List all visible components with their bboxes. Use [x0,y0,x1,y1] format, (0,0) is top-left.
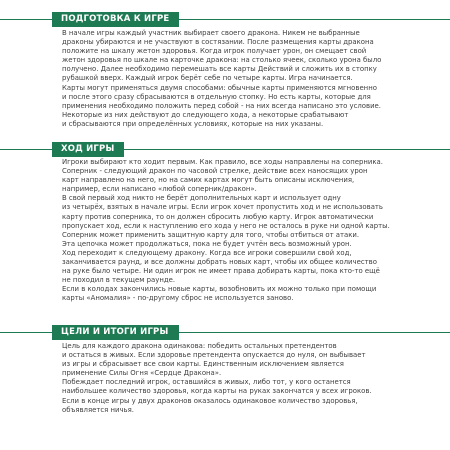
section-title: ХОД ИГРЫ [52,142,124,157]
section-title: ПОДГОТОВКА К ИГРЕ [52,12,179,27]
text-line: объявляется ничья. [62,405,134,414]
text-line: Карты могут применяться двумя способами: обычные карты применяются мгновенно [62,83,377,92]
section-body-gameplay [62,158,392,304]
text-line: применения необходимо положить перед собой - на них всегда написано это условие. [62,101,381,110]
text-line: карту против соперника, то он должен сбросить любую карту. Игрок автоматически [62,212,374,221]
text-line: В свой первый ход никто не берёт дополнительных карт и использует одну [62,194,341,203]
text-line: драконы убираются и не участвуют в состязании. После размещения карты дракона [62,38,374,47]
text-line: Некоторые из них действуют до следующего хода, а некоторые срабатывают [62,110,349,119]
section-gameplay [0,142,450,157]
text-line: из игры и сбрасывает все свои карты. Единственным исключением является [62,360,344,369]
section-header [0,12,450,27]
text-line: Игроки выбирают кто ходит первым. Как правило, все ходы направлены на соперника. [62,158,383,166]
text-line: заканчивается раунд, и все должны добрать новых карт, чтобы их общее количество [62,258,377,267]
text-line: наибольшее количество здоровья, когда карты на руках закончатся у всех игроков. [62,387,372,396]
section-body-goals [62,342,392,415]
text-line: Побеждает последний игрок, оставшийся в живых, либо тот, у кого останется [62,378,351,387]
text-line: и остаться в живых. Если здоровье претендента опускается до нуля, он выбывает [62,351,366,360]
section-header [0,142,450,157]
text-line: и после этого сразу сбрасываются в отдельную стопку. Но есть карты, которые для [62,92,371,101]
text-line: на руке было четыре. Ни один игрок не имеет права добирать карты, пока кто-то ещё [62,267,380,276]
text-line: карты «Аномалия» - по-другому сброс не используется заново. [62,294,294,303]
text-line: например, если написано «любой соперник/дракон». [62,185,257,194]
text-line: из четырёх, взятых в начале игры. Если игрок хочет пропустить ход и не использовать [62,203,383,212]
text-line: Если в конце игры у двух драконов оказалось одинаковое количество здоровья, [62,396,358,405]
text-line: применение Силы Огня «Сердце Дракона». [62,369,222,378]
text-line: пропускает ход, если к наступлению его хода у него не осталось в руке ни одной карты. [62,221,390,230]
section-body-preparation [62,29,392,129]
text-line: В начале игры каждый участник выбирает своего дракона. Никем не выбранные [62,29,360,37]
section-preparation [0,12,450,27]
text-line: не походил в текущем раунде. [62,276,176,285]
text-line: Эта цепочка может продолжаться, пока не будет учтён весь возможный урон. [62,239,352,248]
section-title: ЦЕЛИ И ИТОГИ ИГРЫ [52,325,179,340]
section-header [0,325,450,340]
text-line: рубашкой вверх. Каждый игрок берёт себе по четыре карты. Игра начинается. [62,74,353,83]
text-line: жетон здоровья по шкале на карточке дракона: на столько ячеек, сколько урона было [62,56,382,65]
text-line: Ход переходит к следующему дракону. Когда все игроки совершили свой ход, [62,248,352,257]
text-line: карт направлено на него, но на самих картах могут быть описаны исключения, [62,176,355,185]
text-line: Соперник может применить защитную карту для того, чтобы отбиться от атаки. [62,230,360,239]
text-line: Соперник - следующий дракон по часовой стрелке, действие всех наносящих урон [62,167,368,176]
section-goals [0,325,450,340]
text-line: положите на шкалу жетон здоровья. Когда игрок получает урон, он смещает свой [62,47,367,56]
text-line: Цель для каждого дракона одинакова: победить остальных претендентов [62,342,337,350]
text-line: и сбрасываются при определённых условиях, которые на них указаны. [62,119,324,128]
text-line: Если в колодах закончились новые карты, возобновить их можно только при помощи [62,285,377,294]
text-line: получено. Далее необходимо перемешать все карты Действий и сложить их в стопку [62,65,377,74]
